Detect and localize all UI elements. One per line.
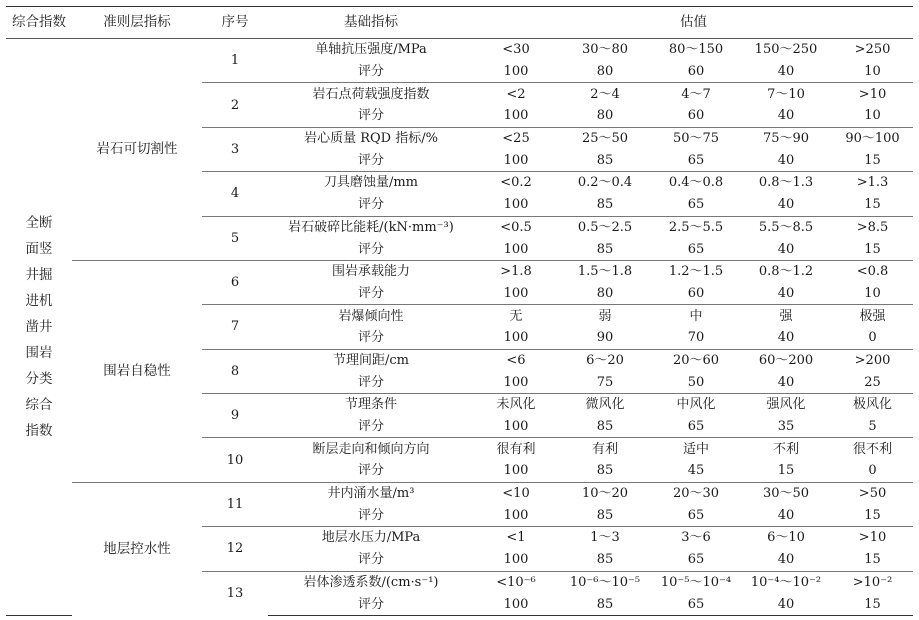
score-label-cell: 评分 bbox=[357, 552, 384, 568]
range-cell: 0.4～0.8 bbox=[652, 172, 740, 194]
range-cell: <0.8 bbox=[832, 260, 913, 282]
range-cell: 0.8～1.2 bbox=[740, 260, 832, 282]
score-cell: 80 bbox=[596, 64, 614, 80]
range-cell: 中 bbox=[652, 305, 740, 327]
overall-index-line: 指数 bbox=[25, 422, 53, 439]
range-cell: 极强 bbox=[832, 305, 913, 327]
criterion-cell: 地层控水性 bbox=[72, 482, 202, 615]
range-cell: <0.2 bbox=[474, 172, 558, 194]
table-row bbox=[6, 482, 913, 504]
score-label-cell: 评分 bbox=[357, 108, 384, 124]
range-cell: >8.5 bbox=[832, 216, 913, 238]
range-cell: 10⁻⁵～10⁻⁴ bbox=[652, 571, 740, 593]
range-cell: 强风化 bbox=[740, 394, 832, 416]
header-overall-index: 综合指数 bbox=[6, 7, 72, 39]
score-cell: 40 bbox=[777, 197, 795, 213]
score-cell: 100 bbox=[503, 241, 529, 257]
score-cell: 100 bbox=[503, 108, 529, 124]
range-cell: 20～60 bbox=[652, 349, 740, 371]
indicator-cell: 井内涌水量/m³ bbox=[268, 482, 474, 504]
range-cell: 75～90 bbox=[740, 127, 832, 149]
row-number-cell: 12 bbox=[202, 527, 268, 571]
score-cell: 0 bbox=[868, 463, 877, 479]
range-cell: 25～50 bbox=[558, 127, 652, 149]
score-label-cell: 评分 bbox=[357, 374, 384, 390]
range-cell: 很不利 bbox=[832, 438, 913, 460]
row-number-cell: 13 bbox=[202, 571, 268, 615]
range-cell: >200 bbox=[832, 349, 913, 371]
score-cell: 80 bbox=[596, 285, 614, 301]
row-number-cell: 4 bbox=[202, 172, 268, 216]
row-number-cell: 11 bbox=[202, 482, 268, 526]
overall-index-line: 全断 bbox=[25, 214, 53, 231]
score-cell: 10 bbox=[864, 108, 881, 124]
score-cell: 100 bbox=[503, 285, 529, 301]
score-label-cell: 评分 bbox=[357, 463, 384, 479]
score-cell: 100 bbox=[503, 463, 529, 479]
score-cell: 10 bbox=[864, 285, 881, 301]
range-cell: 未风化 bbox=[474, 394, 558, 416]
range-cell: 极风化 bbox=[832, 394, 913, 416]
score-cell: 80 bbox=[596, 108, 614, 124]
score-cell: 40 bbox=[777, 108, 795, 124]
range-cell: 10⁻⁶～10⁻⁵ bbox=[558, 571, 652, 593]
range-cell: 无 bbox=[474, 305, 558, 327]
overall-index-line: 综合 bbox=[25, 396, 53, 413]
score-cell: 40 bbox=[777, 330, 795, 346]
indicator-cell: 岩石破碎比能耗/(kN·mm⁻³) bbox=[268, 216, 474, 238]
score-cell: 35 bbox=[777, 419, 795, 435]
score-cell: 15 bbox=[864, 197, 881, 213]
range-cell: 中风化 bbox=[652, 394, 740, 416]
score-cell: 40 bbox=[777, 64, 795, 80]
range-cell: 90～100 bbox=[832, 127, 913, 149]
score-cell: 100 bbox=[474, 593, 558, 615]
indicator-cell: 围岩承载能力 bbox=[268, 260, 474, 282]
range-cell: 0.5～2.5 bbox=[558, 216, 652, 238]
score-cell: 85 bbox=[596, 419, 614, 435]
score-cell: 65 bbox=[687, 419, 705, 435]
range-cell: 强 bbox=[740, 305, 832, 327]
header-criterion: 准则层指标 bbox=[72, 7, 202, 39]
score-cell: 100 bbox=[503, 64, 529, 80]
score-cell: 40 bbox=[777, 552, 795, 568]
range-cell: >1.3 bbox=[832, 172, 913, 194]
range-cell: 很有利 bbox=[474, 438, 558, 460]
range-cell: <1 bbox=[474, 527, 558, 549]
score-cell: 5 bbox=[868, 419, 877, 435]
header-row bbox=[6, 7, 913, 39]
classification-table bbox=[6, 6, 913, 616]
score-cell: 25 bbox=[864, 374, 881, 390]
range-cell: <30 bbox=[502, 42, 530, 58]
indicator-cell: 岩体渗透系数/(cm·s⁻¹) bbox=[268, 571, 474, 593]
range-cell: <10 bbox=[474, 482, 558, 504]
score-cell: 0 bbox=[868, 330, 877, 346]
score-label-cell: 评分 bbox=[357, 241, 384, 257]
score-label-cell: 评分 bbox=[357, 64, 384, 80]
score-cell: 45 bbox=[687, 463, 705, 479]
row-number-cell: 9 bbox=[202, 394, 268, 438]
score-cell: 85 bbox=[596, 552, 614, 568]
range-cell: 3～6 bbox=[652, 527, 740, 549]
range-cell: 150～250 bbox=[754, 42, 818, 58]
score-cell: 65 bbox=[687, 197, 705, 213]
score-label-cell: 评分 bbox=[268, 593, 474, 615]
row-number-cell: 7 bbox=[202, 305, 268, 349]
range-cell: >10⁻² bbox=[832, 571, 913, 593]
score-cell: 100 bbox=[503, 152, 529, 168]
score-cell: 15 bbox=[832, 593, 913, 615]
range-cell: 30～80 bbox=[581, 42, 629, 58]
score-cell: 50 bbox=[687, 374, 705, 390]
score-cell: 10 bbox=[864, 64, 881, 80]
row-number-cell: 3 bbox=[202, 127, 268, 171]
range-cell: 0.2～0.4 bbox=[558, 172, 652, 194]
range-cell: 4～7 bbox=[652, 83, 740, 105]
range-cell: 微风化 bbox=[558, 394, 652, 416]
score-cell: 40 bbox=[777, 285, 795, 301]
table-row bbox=[6, 260, 913, 282]
score-cell: 15 bbox=[777, 463, 795, 479]
indicator-cell: 节理条件 bbox=[268, 394, 474, 416]
row-number-cell: 2 bbox=[202, 83, 268, 127]
range-cell: 30～50 bbox=[740, 482, 832, 504]
indicator-cell: 刀具磨蚀量/mm bbox=[268, 172, 474, 194]
range-cell: 5.5～8.5 bbox=[740, 216, 832, 238]
indicator-cell: 节理间距/cm bbox=[268, 349, 474, 371]
score-cell: 85 bbox=[596, 463, 614, 479]
table-body bbox=[6, 39, 913, 616]
range-cell: 2～4 bbox=[558, 83, 652, 105]
header-valuation: 估值 bbox=[474, 7, 913, 39]
indicator-cell: 岩爆倾向性 bbox=[268, 305, 474, 327]
range-cell: >250 bbox=[854, 42, 891, 58]
indicator-cell: 断层走向和倾向方向 bbox=[268, 438, 474, 460]
indicator-cell: 岩石点荷载强度指数 bbox=[268, 83, 474, 105]
score-label-cell: 评分 bbox=[357, 419, 384, 435]
score-cell: 65 bbox=[687, 152, 705, 168]
range-cell: 6～20 bbox=[558, 349, 652, 371]
row-number-cell: 10 bbox=[202, 438, 268, 482]
score-cell: 15 bbox=[864, 552, 881, 568]
range-cell: 1.2～1.5 bbox=[652, 260, 740, 282]
score-label-cell: 评分 bbox=[357, 197, 384, 213]
score-cell: 65 bbox=[687, 552, 705, 568]
range-cell: >1.8 bbox=[474, 260, 558, 282]
score-cell: 15 bbox=[864, 241, 881, 257]
range-cell: 0.8～1.3 bbox=[740, 172, 832, 194]
table-row bbox=[6, 39, 913, 61]
overall-index-line: 进机 bbox=[25, 292, 53, 309]
score-cell: 85 bbox=[596, 197, 614, 213]
overall-index-line: 凿井 bbox=[25, 318, 53, 335]
score-cell: 40 bbox=[777, 374, 795, 390]
range-cell: 10⁻⁴～10⁻² bbox=[740, 571, 832, 593]
overall-index-line: 井掘 bbox=[25, 266, 53, 283]
row-number-cell: 1 bbox=[230, 53, 240, 69]
range-cell: 弱 bbox=[558, 305, 652, 327]
score-cell: 100 bbox=[503, 419, 529, 435]
range-cell: 有利 bbox=[558, 438, 652, 460]
score-cell: 100 bbox=[503, 507, 529, 523]
score-cell: 85 bbox=[596, 152, 614, 168]
header-indicator: 基础指标 bbox=[268, 7, 474, 39]
range-cell: 不利 bbox=[740, 438, 832, 460]
score-cell: 65 bbox=[687, 507, 705, 523]
score-cell: 60 bbox=[687, 108, 705, 124]
score-cell: 40 bbox=[777, 241, 795, 257]
score-cell: 90 bbox=[596, 330, 614, 346]
range-cell: 50～75 bbox=[652, 127, 740, 149]
range-cell: 10～20 bbox=[558, 482, 652, 504]
range-cell: <25 bbox=[474, 127, 558, 149]
range-cell: <0.5 bbox=[474, 216, 558, 238]
indicator-cell: 单轴抗压强度/MPa bbox=[315, 42, 427, 58]
score-label-cell: 评分 bbox=[357, 330, 384, 346]
overall-index-line: 分类 bbox=[25, 370, 53, 387]
score-cell: 40 bbox=[777, 152, 795, 168]
range-cell: 1.5～1.8 bbox=[558, 260, 652, 282]
score-label-cell: 评分 bbox=[357, 507, 384, 523]
range-cell: 60～200 bbox=[740, 349, 832, 371]
score-cell: 40 bbox=[777, 507, 795, 523]
row-number-cell: 6 bbox=[202, 260, 268, 304]
overall-index-line: 围岩 bbox=[25, 344, 53, 361]
range-cell: <6 bbox=[474, 349, 558, 371]
range-cell: >10 bbox=[832, 83, 913, 105]
score-label-cell: 评分 bbox=[357, 152, 384, 168]
score-cell: 75 bbox=[596, 374, 614, 390]
score-cell: 85 bbox=[596, 507, 614, 523]
range-cell: >10 bbox=[832, 527, 913, 549]
row-number-cell: 8 bbox=[202, 349, 268, 393]
overall-index-line: 面竖 bbox=[25, 240, 53, 257]
score-cell: 65 bbox=[687, 241, 705, 257]
score-cell: 15 bbox=[864, 152, 881, 168]
row-number-cell: 5 bbox=[202, 216, 268, 260]
indicator-cell: 地层水压力/MPa bbox=[268, 527, 474, 549]
range-cell: <10⁻⁶ bbox=[474, 571, 558, 593]
range-cell: <2 bbox=[474, 83, 558, 105]
range-cell: 2.5～5.5 bbox=[652, 216, 740, 238]
score-cell: 100 bbox=[503, 552, 529, 568]
range-cell: 适中 bbox=[652, 438, 740, 460]
criterion-cell: 岩石可切割性 bbox=[96, 140, 178, 157]
range-cell: 6～10 bbox=[740, 527, 832, 549]
score-cell: 100 bbox=[503, 374, 529, 390]
range-cell: 80～150 bbox=[668, 42, 724, 58]
score-cell: 40 bbox=[740, 593, 832, 615]
score-cell: 100 bbox=[503, 330, 529, 346]
score-cell: 100 bbox=[503, 197, 529, 213]
criterion-cell: 围岩自稳性 bbox=[72, 260, 202, 482]
indicator-cell: 岩心质量 RQD 指标/% bbox=[268, 127, 474, 149]
score-label-cell: 评分 bbox=[357, 285, 384, 301]
score-cell: 70 bbox=[687, 330, 705, 346]
overall-index-cell bbox=[6, 39, 72, 616]
range-cell: 20～30 bbox=[652, 482, 740, 504]
score-cell: 85 bbox=[558, 593, 652, 615]
score-cell: 15 bbox=[864, 507, 881, 523]
score-cell: 65 bbox=[652, 593, 740, 615]
range-cell: 1～3 bbox=[558, 527, 652, 549]
score-cell: 60 bbox=[687, 64, 705, 80]
header-number: 序号 bbox=[202, 7, 268, 39]
range-cell: 7～10 bbox=[740, 83, 832, 105]
range-cell: >50 bbox=[832, 482, 913, 504]
score-cell: 60 bbox=[687, 285, 705, 301]
score-cell: 85 bbox=[596, 241, 614, 257]
